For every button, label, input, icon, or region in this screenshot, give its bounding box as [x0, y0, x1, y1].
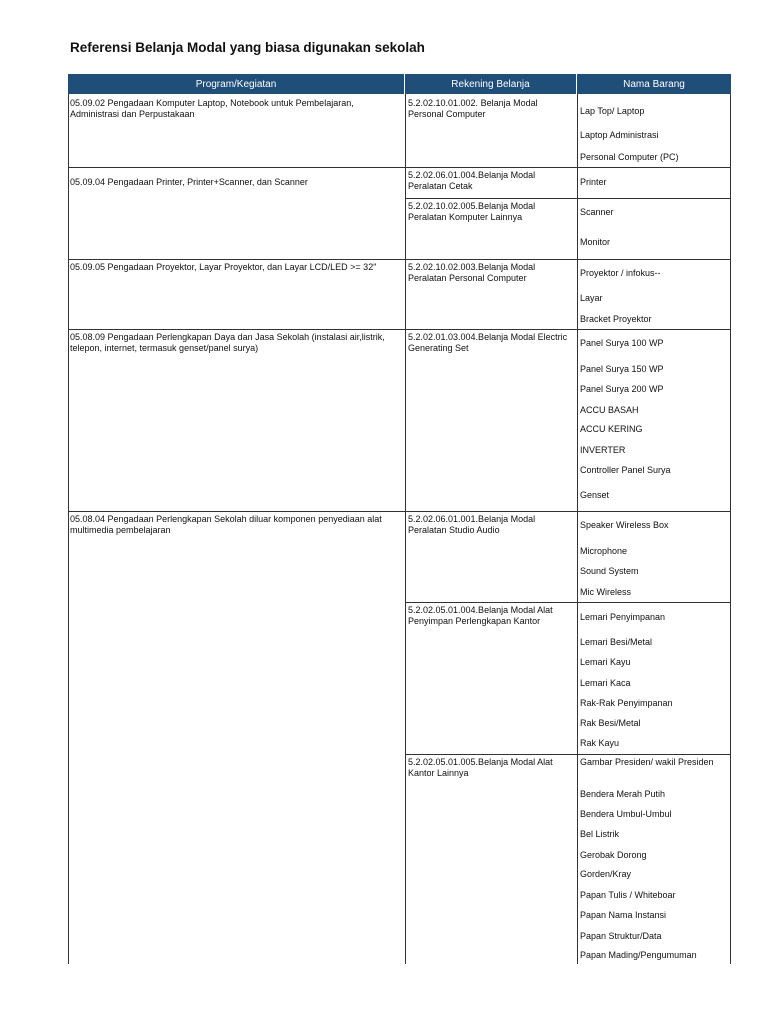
account-cell: 5.2.02.10.02.005.Belanja Modal Peralatan Komputer Lainnya	[408, 201, 536, 222]
header-rekening: Rekening Belanja	[405, 74, 577, 94]
program-cell: 05.08.09 Pengadaan Perlengkapan Daya dan Jasa Sekolah (instalasi air,listrik, telepon, internet, termasuk genset/panel surya)	[70, 332, 385, 353]
program-cell: 05.09.02 Pengadaan Komputer Laptop, Notebook untuk Pembelajaran, Administrasi dan Perpustakaan	[70, 98, 354, 119]
table-border	[730, 94, 731, 964]
item-cell: Gorden/Kray	[580, 869, 632, 879]
item-cell: ACCU BASAH	[580, 405, 639, 415]
header-program: Program/Kegiatan	[68, 74, 405, 94]
row-divider	[405, 198, 731, 199]
item-cell: Mic Wireless	[580, 587, 631, 597]
table-border	[577, 94, 578, 964]
item-cell: Panel Surya 150 WP	[580, 364, 664, 374]
item-cell: Lemari Kayu	[580, 657, 631, 667]
item-cell: ACCU KERING	[580, 424, 643, 434]
item-cell: Lemari Besi/Metal	[580, 637, 653, 647]
item-cell: Gerobak Dorong	[580, 850, 647, 860]
item-cell: Layar	[580, 293, 603, 303]
item-cell: Rak Besi/Metal	[580, 718, 641, 728]
reference-table	[68, 74, 731, 964]
item-cell: Genset	[580, 490, 610, 500]
row-divider	[68, 329, 731, 330]
item-cell: Papan Mading/Pengumuman	[580, 950, 697, 960]
item-cell: Personal Computer (PC)	[580, 152, 679, 162]
row-divider	[68, 259, 731, 260]
table-border	[405, 94, 406, 964]
item-cell: Bel Listrik	[580, 829, 620, 839]
item-cell: Rak-Rak Penyimpanan	[580, 698, 673, 708]
item-cell: Bendera Umbul-Umbul	[580, 809, 672, 819]
item-cell: Microphone	[580, 546, 628, 556]
table-border	[68, 94, 69, 964]
account-cell: 5.2.02.01.03.004.Belanja Modal Electric Generating Set	[408, 332, 568, 353]
item-cell: Lap Top/ Laptop	[580, 106, 645, 116]
item-cell: Sound System	[580, 566, 639, 576]
page-title: Referensi Belanja Modal yang biasa digunakan sekolah	[70, 40, 425, 55]
item-cell: Lemari Kaca	[580, 678, 631, 688]
program-cell: 05.08.04 Pengadaan Perlengkapan Sekolah diluar komponen penyediaan alat multimedia pembelajaran	[70, 514, 382, 535]
account-cell: 5.2.02.10.01.002. Belanja Modal Personal Computer	[408, 98, 538, 119]
row-divider	[68, 167, 731, 168]
item-cell: Laptop Administrasi	[580, 130, 659, 140]
item-cell: Gambar Presiden/ wakil Presiden	[580, 757, 714, 767]
item-cell: Proyektor / infokus--	[580, 268, 661, 278]
account-cell: 5.2.02.05.01.005.Belanja Modal Alat Kantor Lainnya	[408, 757, 553, 778]
item-cell: Speaker Wireless Box	[580, 520, 669, 530]
item-cell: Papan Tulis / Whiteboar	[580, 890, 676, 900]
item-cell: Panel Surya 100 WP	[580, 338, 664, 348]
item-cell: Controller Panel Surya	[580, 465, 671, 475]
program-cell: 05.09.04 Pengadaan Printer, Printer+Scanner, dan Scanner	[70, 177, 308, 187]
program-cell: 05.09.05 Pengadaan Proyektor, Layar Proyektor, dan Layar LCD/LED >= 32"	[70, 262, 377, 272]
account-cell: 5.2.02.05.01.004.Belanja Modal Alat Penyimpan Perlengkapan Kantor	[408, 605, 553, 626]
account-cell: 5.2.02.06.01.001.Belanja Modal Peralatan Studio Audio	[408, 514, 536, 535]
item-cell: Panel Surya 200 WP	[580, 384, 664, 394]
item-cell: INVERTER	[580, 445, 626, 455]
item-cell: Scanner	[580, 207, 614, 217]
item-cell: Rak Kayu	[580, 738, 620, 748]
row-divider	[68, 511, 731, 512]
item-cell: Bendera Merah Putih	[580, 789, 666, 799]
header-nama-barang: Nama Barang	[577, 74, 731, 94]
item-cell: Papan Nama Instansi	[580, 910, 667, 920]
item-cell: Bracket Proyektor	[580, 314, 652, 324]
item-cell: Printer	[580, 177, 607, 187]
item-cell: Monitor	[580, 237, 611, 247]
account-cell: 5.2.02.10.02.003.Belanja Modal Peralatan Personal Computer	[408, 262, 536, 283]
item-cell: Lemari Penyimpanan	[580, 612, 666, 622]
account-cell: 5.2.02.06.01.004.Belanja Modal Peralatan Cetak	[408, 170, 536, 191]
row-divider	[405, 754, 731, 755]
item-cell: Papan Struktur/Data	[580, 931, 662, 941]
row-divider	[405, 602, 731, 603]
